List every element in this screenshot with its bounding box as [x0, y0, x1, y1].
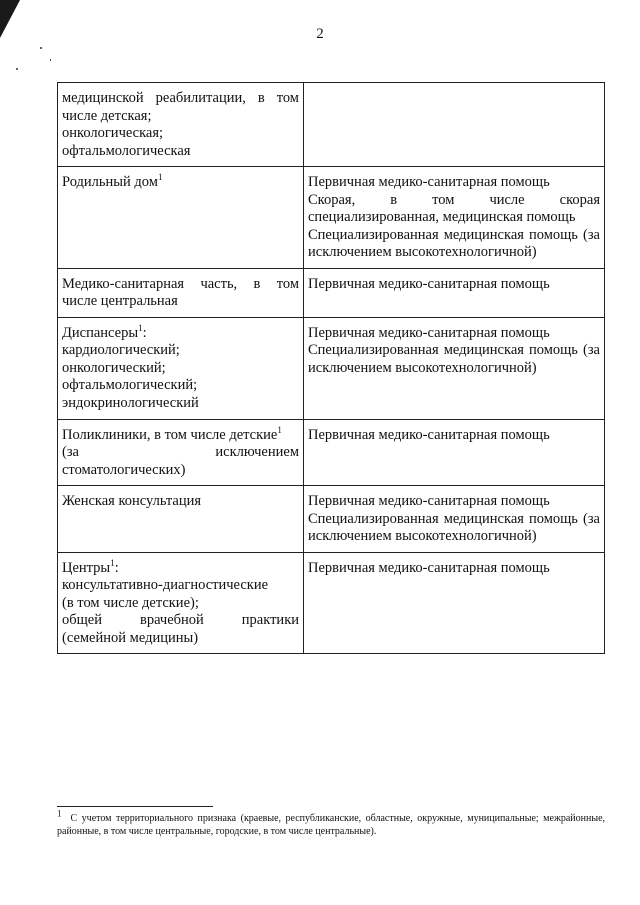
care-type-cell — [304, 552, 605, 654]
cell-line: Женская консультация — [62, 493, 202, 509]
cell-line: Специализированная медицинская помощь (за — [308, 510, 600, 527]
cell-line: Медико-санитарная часть, в том — [62, 275, 299, 292]
cell-line: Диспансеры$^1$: — [62, 322, 147, 341]
cell-line: Специализированная медицинская помощь (за — [308, 342, 600, 358]
table-row — [58, 167, 605, 269]
cell-line: эндокринологический — [62, 394, 199, 411]
table-row — [58, 317, 605, 419]
cell-line: Родильный дом$^1$ — [62, 172, 163, 190]
cell-line: стоматологических) — [62, 461, 186, 478]
cell-line: исключением высокотехнологичной) — [308, 244, 537, 260]
care-type-cell — [304, 268, 605, 317]
table-row — [58, 486, 605, 553]
cell-line: специализированная, медицинская помощь — [308, 209, 576, 225]
footnote-text: С учетом территориального признака (краевые, республиканские, областные, окружные, муниципальные; межрайонные, районные, в том числе центральные, городские, в том числе центральные). — [57, 813, 606, 837]
cell-line: (за исключением — [62, 444, 299, 460]
cell-line: исключением высокотехнологичной) — [308, 359, 537, 376]
cell-line: (в том числе детские); — [62, 594, 199, 611]
cell-line: числе детская; — [62, 107, 152, 124]
cell-line: консультативно-диагностические — [62, 577, 269, 593]
care-type-cell — [304, 419, 605, 486]
medical-organizations-table — [57, 82, 605, 654]
cell-line: числе центральная — [62, 293, 178, 309]
cell-line: Первичная медико-санитарная помощь — [308, 275, 550, 292]
footnote-ref: 1 — [110, 557, 115, 568]
organization-cell — [58, 268, 304, 317]
organization-cell — [58, 317, 304, 419]
care-type-cell — [304, 167, 605, 269]
cell-line: офтальмологический; — [62, 377, 198, 393]
cell-line: исключением высокотехнологичной) — [308, 528, 537, 544]
table-row — [58, 83, 605, 167]
cell-line: (семейной медицины) — [62, 629, 199, 646]
cell-line: Специализированная медицинская помощь (за — [308, 226, 600, 243]
cell-line: Первичная медико-санитарная помощь — [308, 426, 550, 443]
cell-line: Первичная медико-санитарная помощь — [308, 324, 550, 341]
care-type-cell — [304, 83, 605, 167]
cell-line: Первичная медико-санитарная помощь — [308, 493, 550, 509]
page-number: 2 — [316, 26, 324, 42]
cell-line: Первичная медико-санитарная помощь — [308, 174, 550, 190]
scan-speck — [40, 47, 42, 49]
care-type-cell — [304, 317, 605, 419]
cell-line: Первичная медико-санитарная помощь — [308, 559, 550, 576]
organization-cell — [58, 552, 304, 654]
organization-cell — [58, 419, 304, 486]
footnote-marker: 1 — [57, 808, 62, 819]
footnote-ref: 1 — [157, 172, 163, 183]
footnote-ref: 1 — [138, 322, 143, 333]
cell-line: Скорая, в том числе скорая — [308, 191, 600, 208]
cell-line: онкологический; — [62, 359, 166, 376]
cell-line: Поликлиники, в том числе детские$^1$ — [62, 424, 282, 443]
cell-line: Центры$^1$: — [62, 557, 119, 576]
table-row — [58, 268, 605, 317]
care-type-cell — [304, 486, 605, 553]
table-row — [58, 552, 605, 654]
scan-speck — [50, 59, 51, 61]
cell-line: медицинской реабилитации, в том — [62, 90, 299, 106]
cell-line: офтальмологическая — [62, 142, 191, 159]
cell-line: общей врачебной практики — [62, 612, 299, 628]
cell-line: онкологическая; — [62, 125, 164, 141]
footnote-divider — [57, 806, 213, 807]
organization-cell — [58, 167, 304, 269]
footnote-ref: 1 — [277, 424, 282, 435]
table-row — [58, 419, 605, 486]
organization-cell — [58, 486, 304, 553]
cell-line: кардиологический; — [62, 342, 180, 358]
scan-speck — [16, 68, 18, 70]
organization-cell — [58, 83, 304, 167]
footnote — [57, 808, 606, 838]
